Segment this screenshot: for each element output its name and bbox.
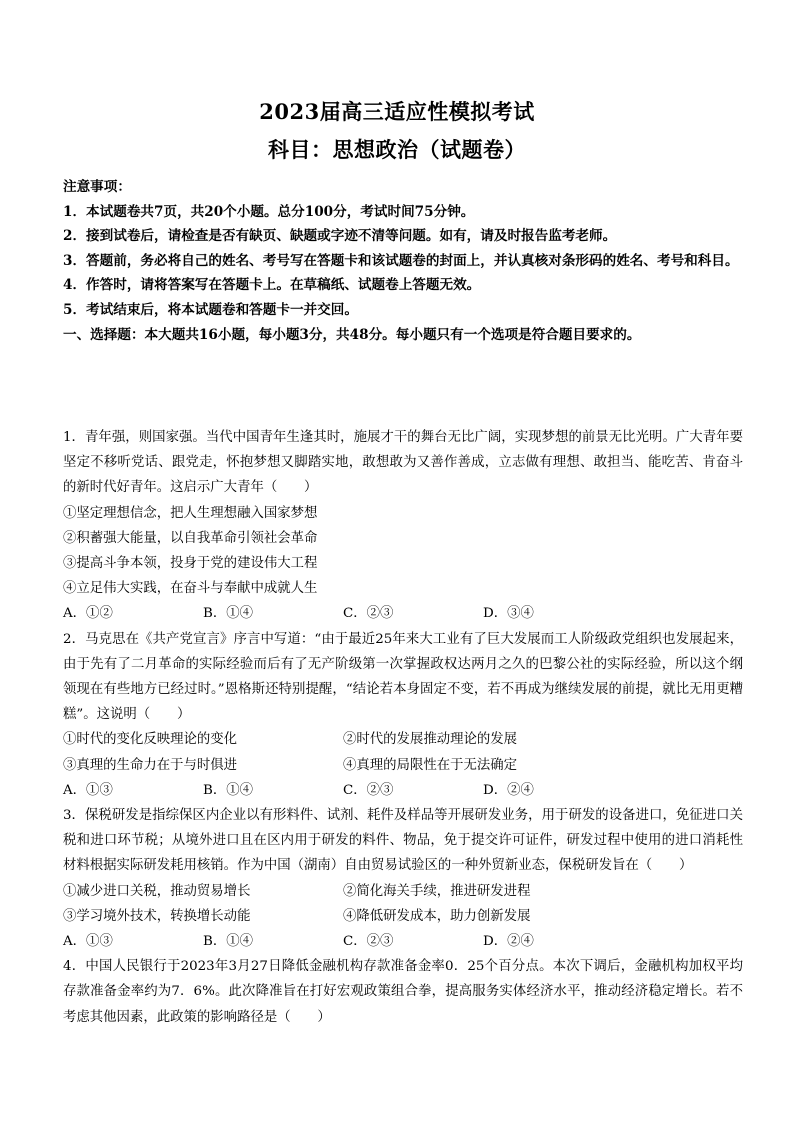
question-3-choices xyxy=(63,929,743,954)
statement: ①坚定理想信念，把人生理想融入国家梦想 xyxy=(63,505,318,521)
statement: ③提高斗争本领，投身于党的建设伟大工程 xyxy=(63,556,318,572)
choice-b: B．①④ xyxy=(203,782,254,798)
choice-c: C．②③ xyxy=(343,606,394,622)
statement: ③学习境外技术，转换增长动能 xyxy=(63,908,251,924)
statement: ③真理的生命力在于与时俱进 xyxy=(63,757,238,773)
choice-a: A．①② xyxy=(63,606,113,622)
choice-c: C．②③ xyxy=(343,782,394,798)
exam-subject: 科目：思想政治（试题卷） xyxy=(268,137,526,162)
choice-d: D．②④ xyxy=(483,934,534,950)
choice-d: D．②④ xyxy=(483,782,534,798)
exam-title: 2023届高三适应性模拟考试 xyxy=(259,99,535,124)
statement: ④真理的局限性在于无法确定 xyxy=(343,757,518,773)
instruction-item: 2．接到试卷后，请检查是否有缺页、缺题或字迹不清等问题。如有，请及时报告监考老师。 xyxy=(63,228,617,245)
question-1-choices xyxy=(63,601,743,626)
instructions xyxy=(63,175,743,347)
instruction-item: 5．考试结束后，将本试题卷和答题卡一并交回。 xyxy=(63,301,358,318)
question-3-statements-row xyxy=(63,879,743,904)
statement: ①减少进口关税，推动贸易增长 xyxy=(63,883,251,899)
question-3-statements-row xyxy=(63,904,743,929)
question-2-choices xyxy=(63,778,743,803)
choice-c: C．②③ xyxy=(343,934,394,950)
instruction-item: 4．作答时，请将答案写在答题卡上。在草稿纸、试题卷上答题无效。 xyxy=(63,277,481,294)
instructions-heading: 注意事项： xyxy=(63,179,131,195)
statement: ②简化海关手续，推进研发进程 xyxy=(343,883,531,899)
choice-b: B．①④ xyxy=(203,606,254,622)
question-4-stem: 4．中国人民银行于2023年3月27日降低金融机构存款准备金率0．25个百分点。本次下调后，金融机构加权平均存款准备金率约为7．6%。此次降准旨在打好宏观政策组合拳，提高服务实体经济水平，推动经济稳定增长。若不考虑其他因素，此政策的影响路径是（ ） xyxy=(63,959,743,1025)
statement: ①时代的变化反映理论的变化 xyxy=(63,732,238,748)
statement: ②时代的发展推动理论的发展 xyxy=(343,732,518,748)
questions xyxy=(63,425,743,1030)
question-2-stem: 2．马克思在《共产党宣言》序言中写道：“由于最近25年来大工业有了巨大发展而工人阶级政党组织也发展起来，由于先有了二月革命的实际经验而后有了无产阶级第一次掌握政权达两月之久的巴黎公社的实际经验，所以这个纲领现在有些地方已经过时。”恩格斯还特别提醒，“结论若本身固定不变，若不再成为继续发展的前提，就比无用更糟糕”。这说明（ ） xyxy=(63,631,743,723)
section-heading: 一、选择题：本大题共16小题，每小题3分，共48分。每小题只有一个选项是符合题目要求的。 xyxy=(63,326,641,343)
question-2-statements-row xyxy=(63,753,743,778)
choice-d: D．③④ xyxy=(483,606,534,622)
statement: ④立足伟大实践，在奋斗与奉献中成就人生 xyxy=(63,581,318,597)
statement: ④降低研发成本，助力创新发展 xyxy=(343,908,531,924)
question-1-stem: 1．青年强，则国家强。当代中国青年生逢其时，施展才干的舞台无比广阔，实现梦想的前景无比光明。广大青年要坚定不移听党话、跟党走，怀抱梦想又脚踏实地，敢想敢为又善作善成，立志做有理想、敢担当、能吃苦、肯奋斗的新时代好青年。这启示广大青年（ ） xyxy=(63,430,743,496)
statement: ②积蓄强大能量，以自我革命引领社会革命 xyxy=(63,530,318,546)
choice-a: A．①③ xyxy=(63,782,113,798)
question-2-statements-row xyxy=(63,727,743,752)
choice-a: A．①③ xyxy=(63,934,113,950)
choice-b: B．①④ xyxy=(203,934,254,950)
instruction-item: 3．答题前，务必将自己的姓名、考号写在答题卡和该试题卷的封面上，并认真核对条形码的姓名、考号和科目。 xyxy=(63,252,739,269)
question-3-stem: 3．保税研发是指综保区内企业以有形料件、试剂、耗件及样品等开展研发业务，用于研发的设备进口，免征进口关税和进口环节税；从境外进口且在区内用于研发的料件、物品，免于提交许可证件，研发过程中使用的进口消耗性材料根据实际研发耗用核销。作为中国（湖南）自由贸易试验区的一种外贸新业态，保税研发旨在（ ） xyxy=(63,808,743,874)
instruction-item: 1．本试题卷共7页，共20个小题。总分100分，考试时间75分钟。 xyxy=(63,203,475,220)
